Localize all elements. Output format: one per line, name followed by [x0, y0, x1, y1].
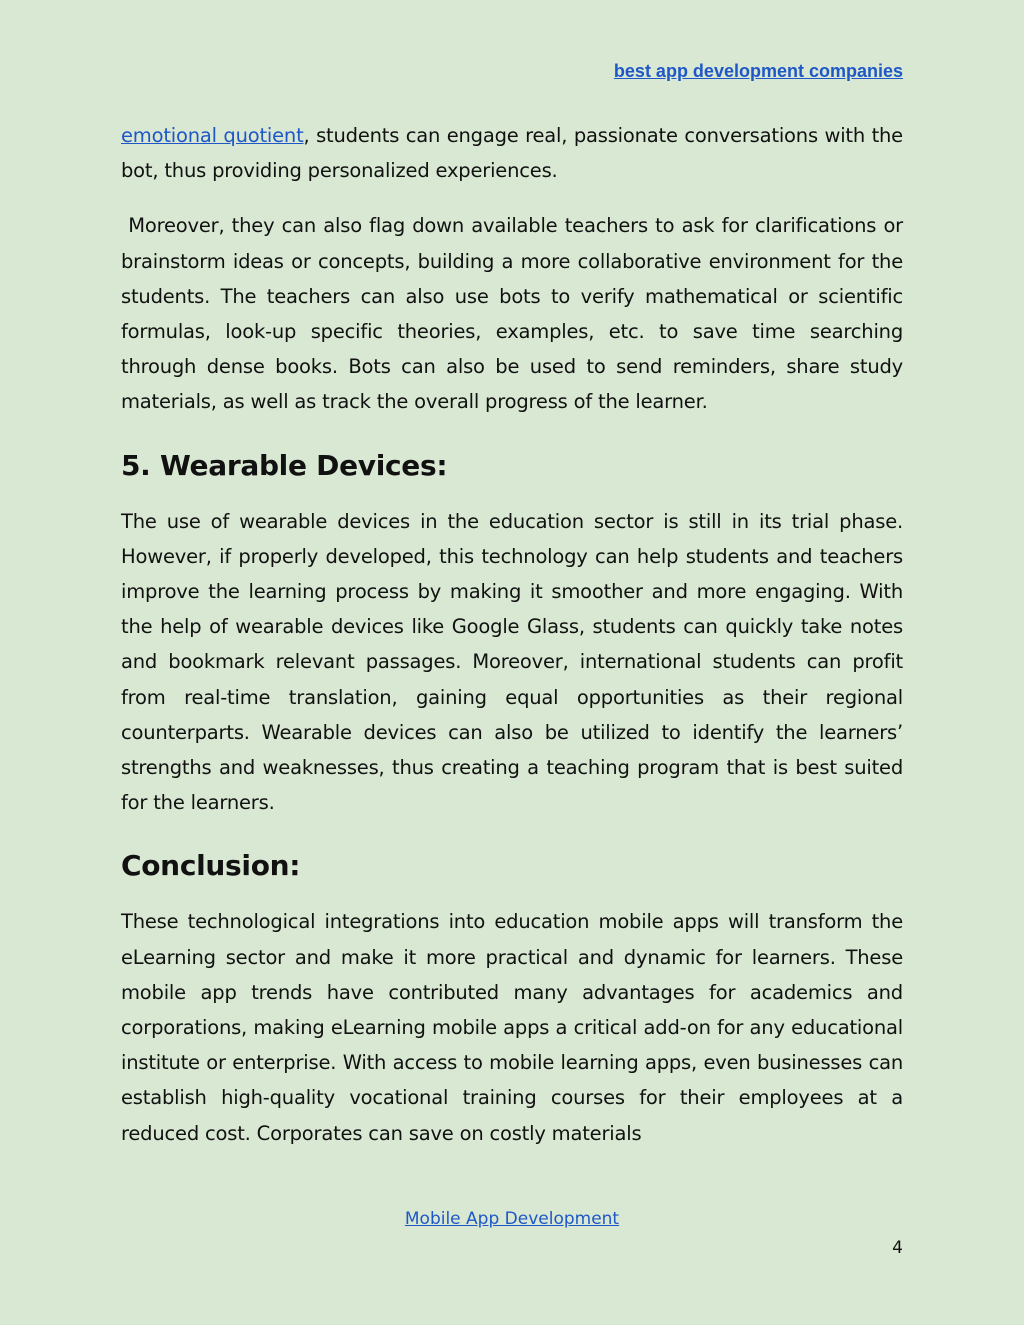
page-content: [121, 118, 909, 1171]
paragraph-emotional-quotient: [121, 118, 903, 188]
footer-link-mobile-app-development[interactable]: Mobile App Development: [404, 1209, 620, 1229]
emotional-quotient-link[interactable]: emotional quotient: [121, 124, 304, 147]
paragraph-conclusion: These technological integrations into education mobile apps will transform the eLearning sector and make it more practical and dynamic for learners. These mobile app trends have contributed many advantages for academics and corporations, making eLearning mobile apps a critical add-on for any educational institute or enterprise. With access to mobile learning apps, even businesses can establish high-quality vocational training courses for their employees at a reduced cost. Corporates can save on costly materials: [121, 910, 903, 1145]
heading-conclusion: Conclusion:: [121, 849, 301, 883]
page-number: 4: [892, 1238, 903, 1258]
heading-wearable-devices: 5. Wearable Devices:: [121, 448, 448, 482]
paragraph-teachers-bots: Moreover, they can also flag down available teachers to ask for clarifications or brainstorm ideas or concepts, building a more collaborative environment for the students. The teachers can also use bots to verify mathematical or scientific formulas, look-up specific theories, examples, etc. to save time searching through dense books. Bots can also be used to send reminders, share study materials, as well as track the overall progress of the learner.: [121, 214, 909, 414]
paragraph-text: , students can engage real, passionate conversations with the bot, thus providing personalized experiences.: [121, 124, 903, 183]
paragraph-wearable-devices: The use of wearable devices in the education sector is still in its trial phase. However, if properly developed, this technology can help students and teachers improve the learning process by making it smoother and more engaging. With the help of wearable devices like Google Glass, students can quickly take notes and bookmark relevant passages. Moreover, international students can profit from real-time translation, gaining equal opportunities as their regional counterparts. Wearable devices can also be utilized to identify the learners’ strengths and weaknesses, thus creating a teaching program that is best suited for the learners.: [121, 509, 903, 815]
header-link-app-development-companies[interactable]: best app development companies: [613, 61, 903, 81]
footer: [0, 1209, 1024, 1229]
